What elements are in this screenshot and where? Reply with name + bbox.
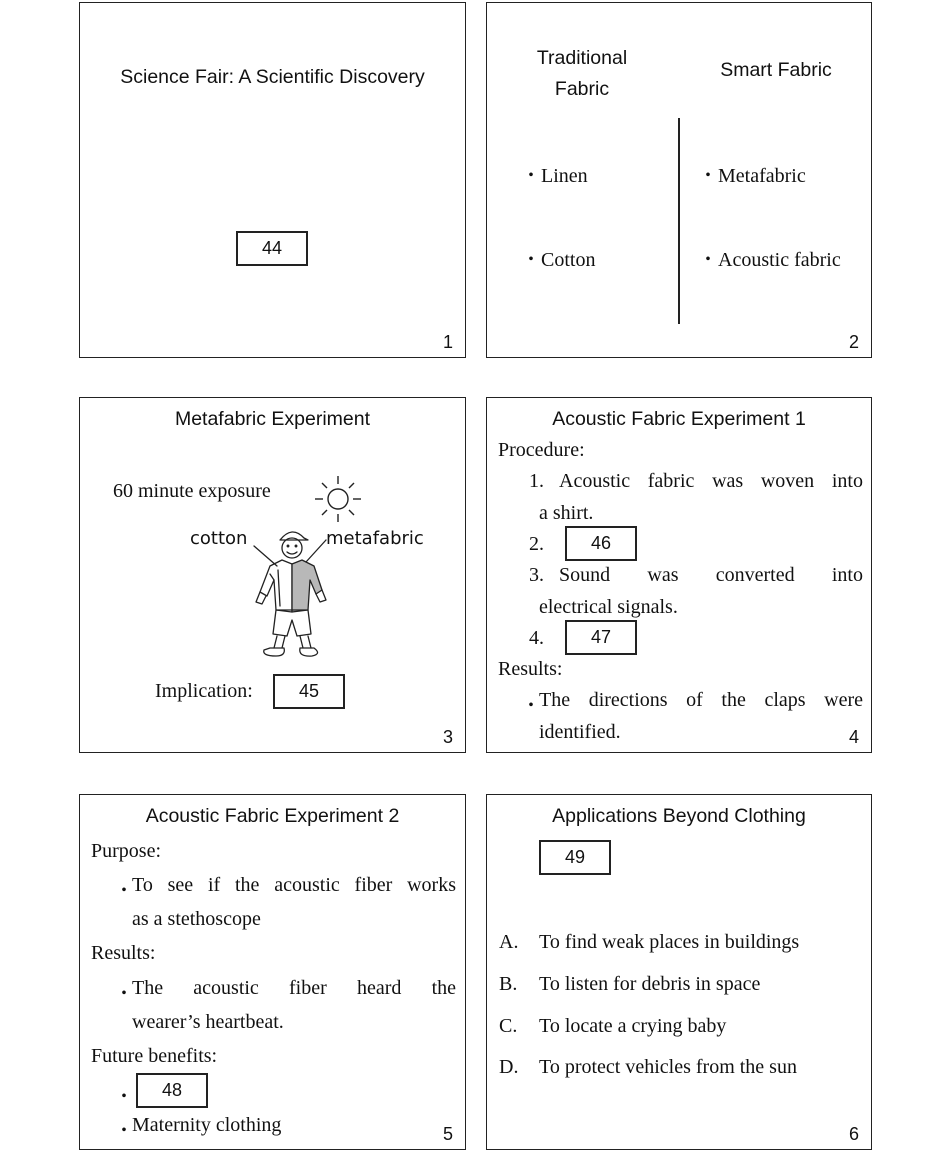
option-text: To listen for debris in space <box>539 973 761 995</box>
procedure-label: Procedure: <box>498 439 585 461</box>
word: To <box>132 874 153 896</box>
option-d[interactable] <box>499 1056 797 1079</box>
result-text <box>132 977 456 1000</box>
purpose-label: Purpose: <box>91 840 161 862</box>
bullet: ・ <box>114 880 134 902</box>
label-metafabric: metafabric <box>326 528 424 549</box>
heading-line: Fabric <box>554 78 610 100</box>
result-continuation: wearer’s heartbeat. <box>132 1011 284 1033</box>
slide-number: 5 <box>442 1124 453 1144</box>
bullet: ・ <box>521 695 541 717</box>
step-3-text <box>559 564 863 587</box>
option-c[interactable] <box>499 1015 726 1038</box>
bullet: ・ <box>114 1086 134 1108</box>
word: the <box>431 977 456 999</box>
slide-number: 4 <box>848 727 859 747</box>
word: The <box>539 689 571 711</box>
word: works <box>407 874 456 896</box>
bullet: ・ <box>521 249 541 271</box>
word: of <box>686 689 703 711</box>
heading-line: Traditional <box>536 47 628 69</box>
option-a[interactable] <box>499 931 799 954</box>
bullet: ・ <box>114 1120 134 1142</box>
slide-number: 2 <box>848 332 859 352</box>
option-text: To find weak places in buildings <box>539 931 800 953</box>
column-divider <box>678 118 680 324</box>
word: acoustic <box>193 977 259 999</box>
results-label: Results: <box>498 658 563 680</box>
word: claps <box>764 689 806 711</box>
results-label: Results: <box>91 942 156 964</box>
item-cotton: Cotton <box>541 249 596 271</box>
answer-blank-46[interactable]: 46 <box>565 526 637 561</box>
word: into <box>831 470 863 492</box>
option-letter: B. <box>499 973 518 995</box>
word: converted <box>715 564 795 586</box>
slide-6 <box>486 794 872 1150</box>
step-number: 4. <box>529 627 544 649</box>
word: fiber <box>354 874 393 896</box>
word: were <box>824 689 863 711</box>
step-1-text <box>559 470 863 493</box>
slide-number: 6 <box>848 1124 859 1144</box>
item-metafabric: Metafabric <box>718 165 806 187</box>
word: heard <box>356 977 402 999</box>
word: the <box>721 689 746 711</box>
answer-blank-49[interactable]: 49 <box>539 840 611 875</box>
word: if <box>207 874 221 896</box>
exposure-label: 60 minute exposure <box>113 480 271 502</box>
word: acoustic <box>274 874 340 896</box>
bullet: ・ <box>114 983 134 1005</box>
word: The <box>132 977 164 999</box>
word: fiber <box>289 977 327 999</box>
word: Sound <box>559 564 611 586</box>
result-text <box>539 689 863 712</box>
purpose-continuation: as a stethoscope <box>132 908 261 930</box>
future-benefits-label: Future benefits: <box>91 1045 218 1067</box>
slide-3 <box>79 397 466 753</box>
list-item <box>521 159 588 188</box>
slide-number: 1 <box>442 332 453 352</box>
step-number: 2. <box>529 533 544 555</box>
step-1-continuation: a shirt. <box>539 502 594 524</box>
step-3-continuation: electrical signals. <box>539 596 678 618</box>
step-number: 1. <box>529 470 544 492</box>
step-number: 3. <box>529 564 544 586</box>
purpose-text <box>132 874 456 897</box>
word: was <box>647 564 679 586</box>
bullet: ・ <box>698 249 718 271</box>
word: directions <box>588 689 668 711</box>
word: Acoustic <box>559 470 631 492</box>
word: see <box>167 874 194 896</box>
option-b[interactable] <box>499 973 760 996</box>
option-letter: C. <box>499 1015 518 1037</box>
word: woven <box>760 470 815 492</box>
word: fabric <box>647 470 695 492</box>
option-letter: D. <box>499 1056 519 1078</box>
slide-2 <box>486 2 872 358</box>
slide-title: Applications Beyond Clothing <box>552 805 806 827</box>
slide-title: Metafabric Experiment <box>174 408 371 430</box>
bullet: ・ <box>698 165 718 187</box>
list-item <box>698 159 806 188</box>
word: the <box>234 874 260 896</box>
answer-blank-45[interactable]: 45 <box>273 674 345 709</box>
label-cotton: cotton <box>190 528 248 549</box>
future-item: Maternity clothing <box>132 1114 282 1136</box>
list-item <box>698 243 841 272</box>
slide-title: Acoustic Fabric Experiment 2 <box>145 805 400 827</box>
heading-smart-fabric: Smart Fabric <box>720 59 832 81</box>
answer-blank-47[interactable]: 47 <box>565 620 637 655</box>
slide-5 <box>79 794 466 1150</box>
implication-label: Implication: <box>155 680 253 702</box>
item-linen: Linen <box>541 165 588 187</box>
person-illustration <box>240 526 350 661</box>
list-item <box>521 243 595 272</box>
slide-1 <box>79 2 466 358</box>
slide-number: 3 <box>442 727 453 747</box>
word: into <box>831 564 863 586</box>
answer-blank-48[interactable]: 48 <box>136 1073 208 1108</box>
bullet: ・ <box>521 165 541 187</box>
slide-4 <box>486 397 872 753</box>
item-acoustic-fabric: Acoustic fabric <box>718 249 841 271</box>
option-text: To locate a crying baby <box>539 1015 727 1037</box>
answer-blank-44[interactable]: 44 <box>236 231 308 266</box>
heading-traditional-fabric <box>507 43 657 105</box>
result-continuation: identified. <box>539 721 621 743</box>
option-letter: A. <box>499 931 519 953</box>
word: was <box>712 470 744 492</box>
slide-title: Science Fair: A Scientific Discovery <box>120 66 425 88</box>
sun-icon <box>313 474 363 524</box>
slide-title: Acoustic Fabric Experiment 1 <box>552 408 806 430</box>
option-text: To protect vehicles from the sun <box>539 1056 797 1078</box>
